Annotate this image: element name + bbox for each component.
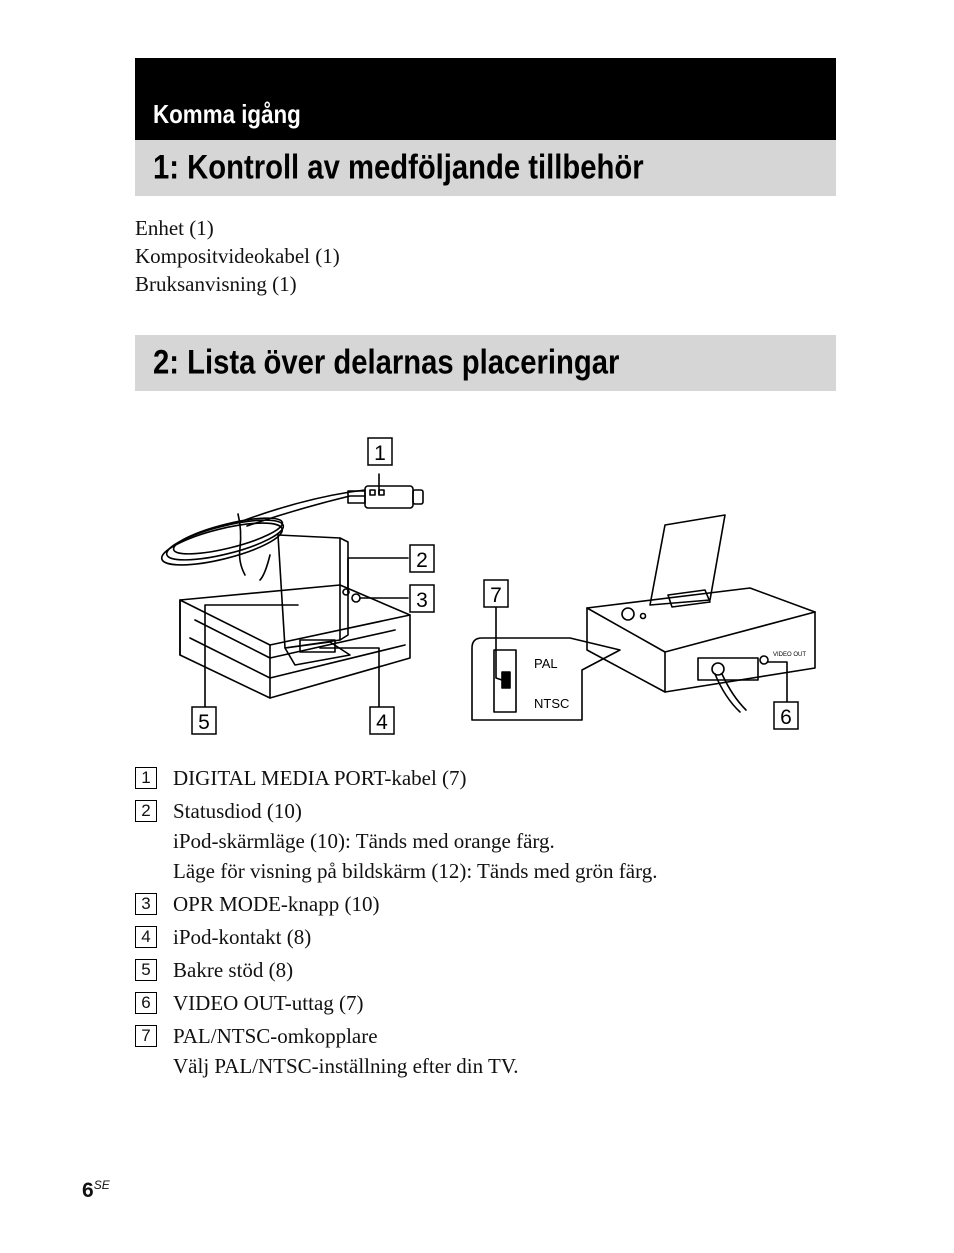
callout-1: 1 <box>374 442 386 465</box>
part-item <box>135 922 835 952</box>
part-number: 4 <box>135 926 157 948</box>
part-text: VIDEO OUT-uttag (7) <box>173 991 364 1015</box>
accessory-item: Kompositvideokabel (1) <box>135 244 340 268</box>
accessory-list <box>135 214 340 298</box>
accessory-item: Enhet (1) <box>135 216 214 240</box>
chapter-label: Komma igång <box>153 99 301 129</box>
section2-title: 2: Lista över delarnas placeringar <box>153 343 620 382</box>
page-language-code: SE <box>93 1178 110 1192</box>
callout-5: 5 <box>198 711 210 734</box>
part-text: iPod-kontakt (8) <box>173 925 312 949</box>
part-item <box>135 763 835 793</box>
callout-7: 7 <box>490 584 502 607</box>
part-number: 5 <box>135 959 157 981</box>
part-text: OPR MODE-knapp (10) <box>173 892 380 916</box>
callout-2: 2 <box>416 549 428 572</box>
accessory-item: Bruksanvisning (1) <box>135 272 297 296</box>
section1-heading <box>135 140 836 196</box>
callout-4: 4 <box>376 711 388 734</box>
part-item <box>135 1021 835 1081</box>
part-text: Bakre stöd (8) <box>173 958 294 982</box>
part-item <box>135 889 835 919</box>
video-out-port-label: VIDEO OUT <box>773 652 807 658</box>
part-item <box>135 988 835 1018</box>
page-number <box>82 1178 110 1203</box>
part-number: 6 <box>135 992 157 1014</box>
part-text: iPod-skärmläge (10): Tänds med orange färg. <box>173 829 555 853</box>
part-text: Statusdiod (10) <box>173 799 302 823</box>
part-item <box>135 955 835 985</box>
page-number-value: 6 <box>82 1179 94 1202</box>
part-item <box>135 796 835 886</box>
callout-6: 6 <box>780 706 792 729</box>
part-text: Läge för visning på bildskärm (12): Tänds med grön färg. <box>173 859 658 883</box>
back-support-right <box>650 515 725 605</box>
part-text: DIGITAL MEDIA PORT-kabel (7) <box>173 766 467 790</box>
parts-diagram <box>150 430 830 750</box>
part-number: 3 <box>135 893 157 915</box>
section2-heading <box>135 335 836 391</box>
pal-ntsc-switch <box>502 672 510 688</box>
back-support <box>278 535 340 648</box>
pal-label: PAL <box>534 656 558 671</box>
part-number: 1 <box>135 767 157 789</box>
part-text: Välj PAL/NTSC-inställning efter din TV. <box>173 1054 519 1078</box>
parts-list <box>135 763 835 1084</box>
part-number: 2 <box>135 800 157 822</box>
dock-base-left <box>180 585 410 698</box>
section1-title: 1: Kontroll av medföljande tillbehör <box>153 148 644 187</box>
chapter-header-bar <box>135 58 836 140</box>
part-text: PAL/NTSC-omkopplare <box>173 1024 378 1048</box>
part-number: 7 <box>135 1025 157 1047</box>
ntsc-label: NTSC <box>534 696 570 711</box>
callout-3: 3 <box>416 589 428 612</box>
